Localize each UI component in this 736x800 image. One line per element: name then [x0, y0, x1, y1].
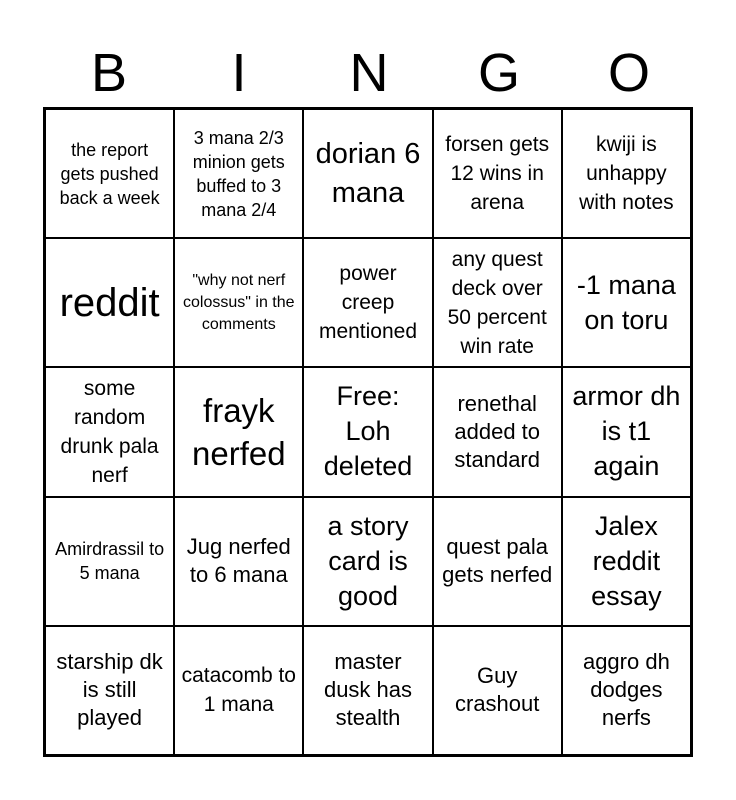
bingo-cell[interactable]: starship dk is still played	[45, 626, 174, 755]
bingo-cell[interactable]: aggro dh dodges nerfs	[562, 626, 691, 755]
header-letter-b: B	[90, 43, 128, 103]
bingo-cell[interactable]: forsen gets 12 wins in arena	[433, 109, 562, 238]
bingo-cell[interactable]: armor dh is t1 again	[562, 367, 691, 496]
bingo-cell[interactable]: power creep mentioned	[303, 238, 432, 367]
bingo-board	[43, 107, 693, 757]
bingo-cell[interactable]: dorian 6 mana	[303, 109, 432, 238]
bingo-cell-free[interactable]: Free: Loh deleted	[303, 367, 432, 496]
bingo-cell[interactable]: reddit	[45, 238, 174, 367]
bingo-cell[interactable]: Amirdrassil to 5 mana	[45, 497, 174, 626]
header-letter-g: G	[477, 43, 520, 103]
bingo-cell[interactable]: Guy crashout	[433, 626, 562, 755]
bingo-cell[interactable]: catacomb to 1 mana	[174, 626, 303, 755]
bingo-cell[interactable]: kwiji is unhappy with notes	[562, 109, 691, 238]
bingo-cell[interactable]: some random drunk pala nerf	[45, 367, 174, 496]
bingo-cell[interactable]: 3 mana 2/3 minion gets buffed to 3 mana 2/4	[174, 109, 303, 238]
bingo-cell[interactable]: Jug nerfed to 6 mana	[174, 497, 303, 626]
bingo-cell[interactable]: Jalex reddit essay	[562, 497, 691, 626]
bingo-cell[interactable]: a story card is good	[303, 497, 432, 626]
bingo-cell[interactable]: quest pala gets nerfed	[433, 497, 562, 626]
header-letter-n: N	[349, 43, 389, 103]
bingo-cell[interactable]: the report gets pushed back a week	[45, 109, 174, 238]
header-letter-o: O	[607, 43, 650, 103]
bingo-cell[interactable]: -1 mana on toru	[562, 238, 691, 367]
bingo-cell[interactable]: master dusk has stealth	[303, 626, 432, 755]
bingo-cell[interactable]: "why not nerf colossus" in the comments	[174, 238, 303, 367]
bingo-cell[interactable]: renethal added to standard	[433, 367, 562, 496]
bingo-cell[interactable]: any quest deck over 50 percent win rate	[433, 238, 562, 367]
bingo-header	[44, 40, 694, 106]
header-letter-i: I	[231, 43, 247, 103]
bingo-cell[interactable]: frayk nerfed	[174, 367, 303, 496]
